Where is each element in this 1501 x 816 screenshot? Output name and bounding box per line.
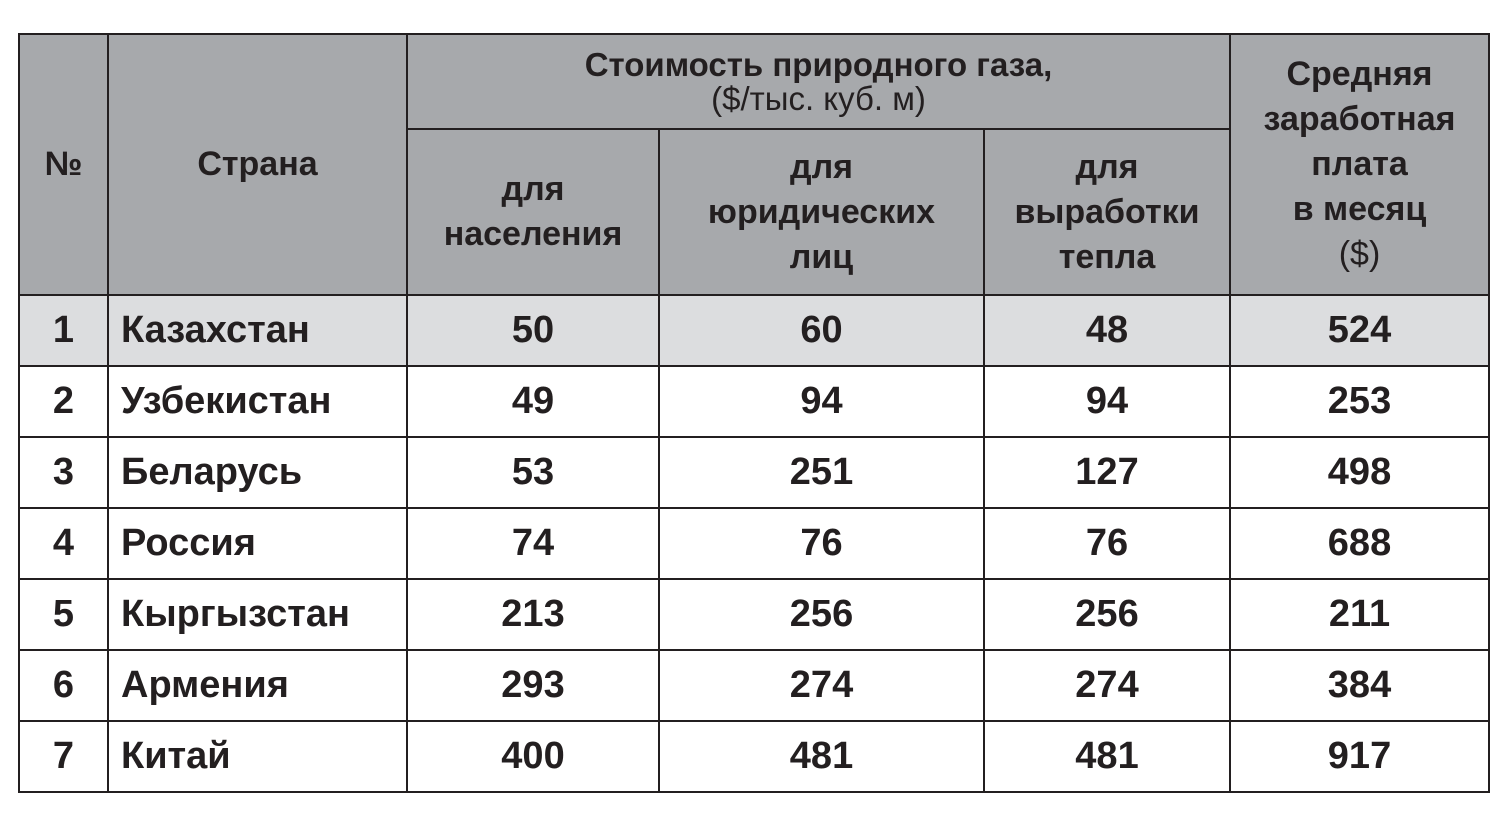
- cell-salary: 384: [1230, 650, 1489, 721]
- cell-legal: 251: [659, 437, 984, 508]
- heat-line: тепла: [1058, 237, 1156, 276]
- heat-line: выработки: [1014, 192, 1200, 231]
- cell-num: 5: [19, 579, 108, 650]
- legal-line: юридических: [707, 192, 936, 231]
- cell-num: 2: [19, 366, 108, 437]
- cell-legal: 481: [659, 721, 984, 792]
- cell-country: Казахстан: [108, 295, 407, 366]
- cell-num: 6: [19, 650, 108, 721]
- table-row: [19, 508, 1489, 579]
- table-row: [19, 366, 1489, 437]
- cell-num: 7: [19, 721, 108, 792]
- cell-num: 4: [19, 508, 108, 579]
- salary-line: заработная: [1263, 100, 1456, 138]
- gas-cost-unit: ($/тыс. куб. м): [711, 79, 926, 117]
- table-row: [19, 295, 1489, 366]
- cell-legal: 274: [659, 650, 984, 721]
- cell-population: 213: [407, 579, 659, 650]
- population-line: населения: [443, 215, 623, 253]
- cell-salary: 688: [1230, 508, 1489, 579]
- cell-legal: 76: [659, 508, 984, 579]
- heat-line: для: [1075, 147, 1139, 186]
- cell-heat: 481: [984, 721, 1230, 792]
- salary-unit: ($): [1338, 235, 1381, 273]
- cell-salary: 211: [1230, 579, 1489, 650]
- cell-salary: 524: [1230, 295, 1489, 366]
- cell-salary: 917: [1230, 721, 1489, 792]
- cell-legal: 94: [659, 366, 984, 437]
- table-body: [19, 295, 1489, 792]
- table-header: [19, 34, 1489, 295]
- gas-price-table: [18, 33, 1490, 793]
- table-row: [19, 650, 1489, 721]
- salary-line: плата: [1311, 145, 1408, 183]
- cell-country: Россия: [108, 508, 407, 579]
- cell-heat: 94: [984, 366, 1230, 437]
- cell-legal: 256: [659, 579, 984, 650]
- cell-salary: 253: [1230, 366, 1489, 437]
- legal-line: для: [789, 147, 854, 186]
- cell-population: 293: [407, 650, 659, 721]
- cell-population: 53: [407, 437, 659, 508]
- cell-population: 400: [407, 721, 659, 792]
- table-row: [19, 579, 1489, 650]
- cell-salary: 498: [1230, 437, 1489, 508]
- cell-population: 50: [407, 295, 659, 366]
- header-country: Страна: [108, 34, 407, 295]
- cell-heat: 256: [984, 579, 1230, 650]
- cell-legal: 60: [659, 295, 984, 366]
- cell-num: 3: [19, 437, 108, 508]
- header-num: №: [19, 34, 108, 295]
- cell-population: 49: [407, 366, 659, 437]
- header-population: [407, 129, 659, 295]
- population-line: для: [501, 170, 565, 208]
- salary-line: Средняя: [1286, 55, 1433, 93]
- cell-heat: 127: [984, 437, 1230, 508]
- gas-cost-title: Стоимость природного газа,: [584, 45, 1053, 83]
- cell-country: Беларусь: [108, 437, 407, 508]
- header-gas-cost: [407, 34, 1230, 129]
- cell-country: Кыргызстан: [108, 579, 407, 650]
- cell-country: Китай: [108, 721, 407, 792]
- table-row: [19, 437, 1489, 508]
- cell-country: Узбекистан: [108, 366, 407, 437]
- header-legal: [659, 129, 984, 295]
- header-heat: [984, 129, 1230, 295]
- table-row: [19, 721, 1489, 792]
- header-salary: [1230, 34, 1489, 295]
- cell-heat: 274: [984, 650, 1230, 721]
- cell-heat: 48: [984, 295, 1230, 366]
- cell-population: 74: [407, 508, 659, 579]
- cell-country: Армения: [108, 650, 407, 721]
- salary-line: в месяц: [1292, 190, 1427, 228]
- cell-num: 1: [19, 295, 108, 366]
- cell-heat: 76: [984, 508, 1230, 579]
- legal-line: лиц: [789, 237, 854, 276]
